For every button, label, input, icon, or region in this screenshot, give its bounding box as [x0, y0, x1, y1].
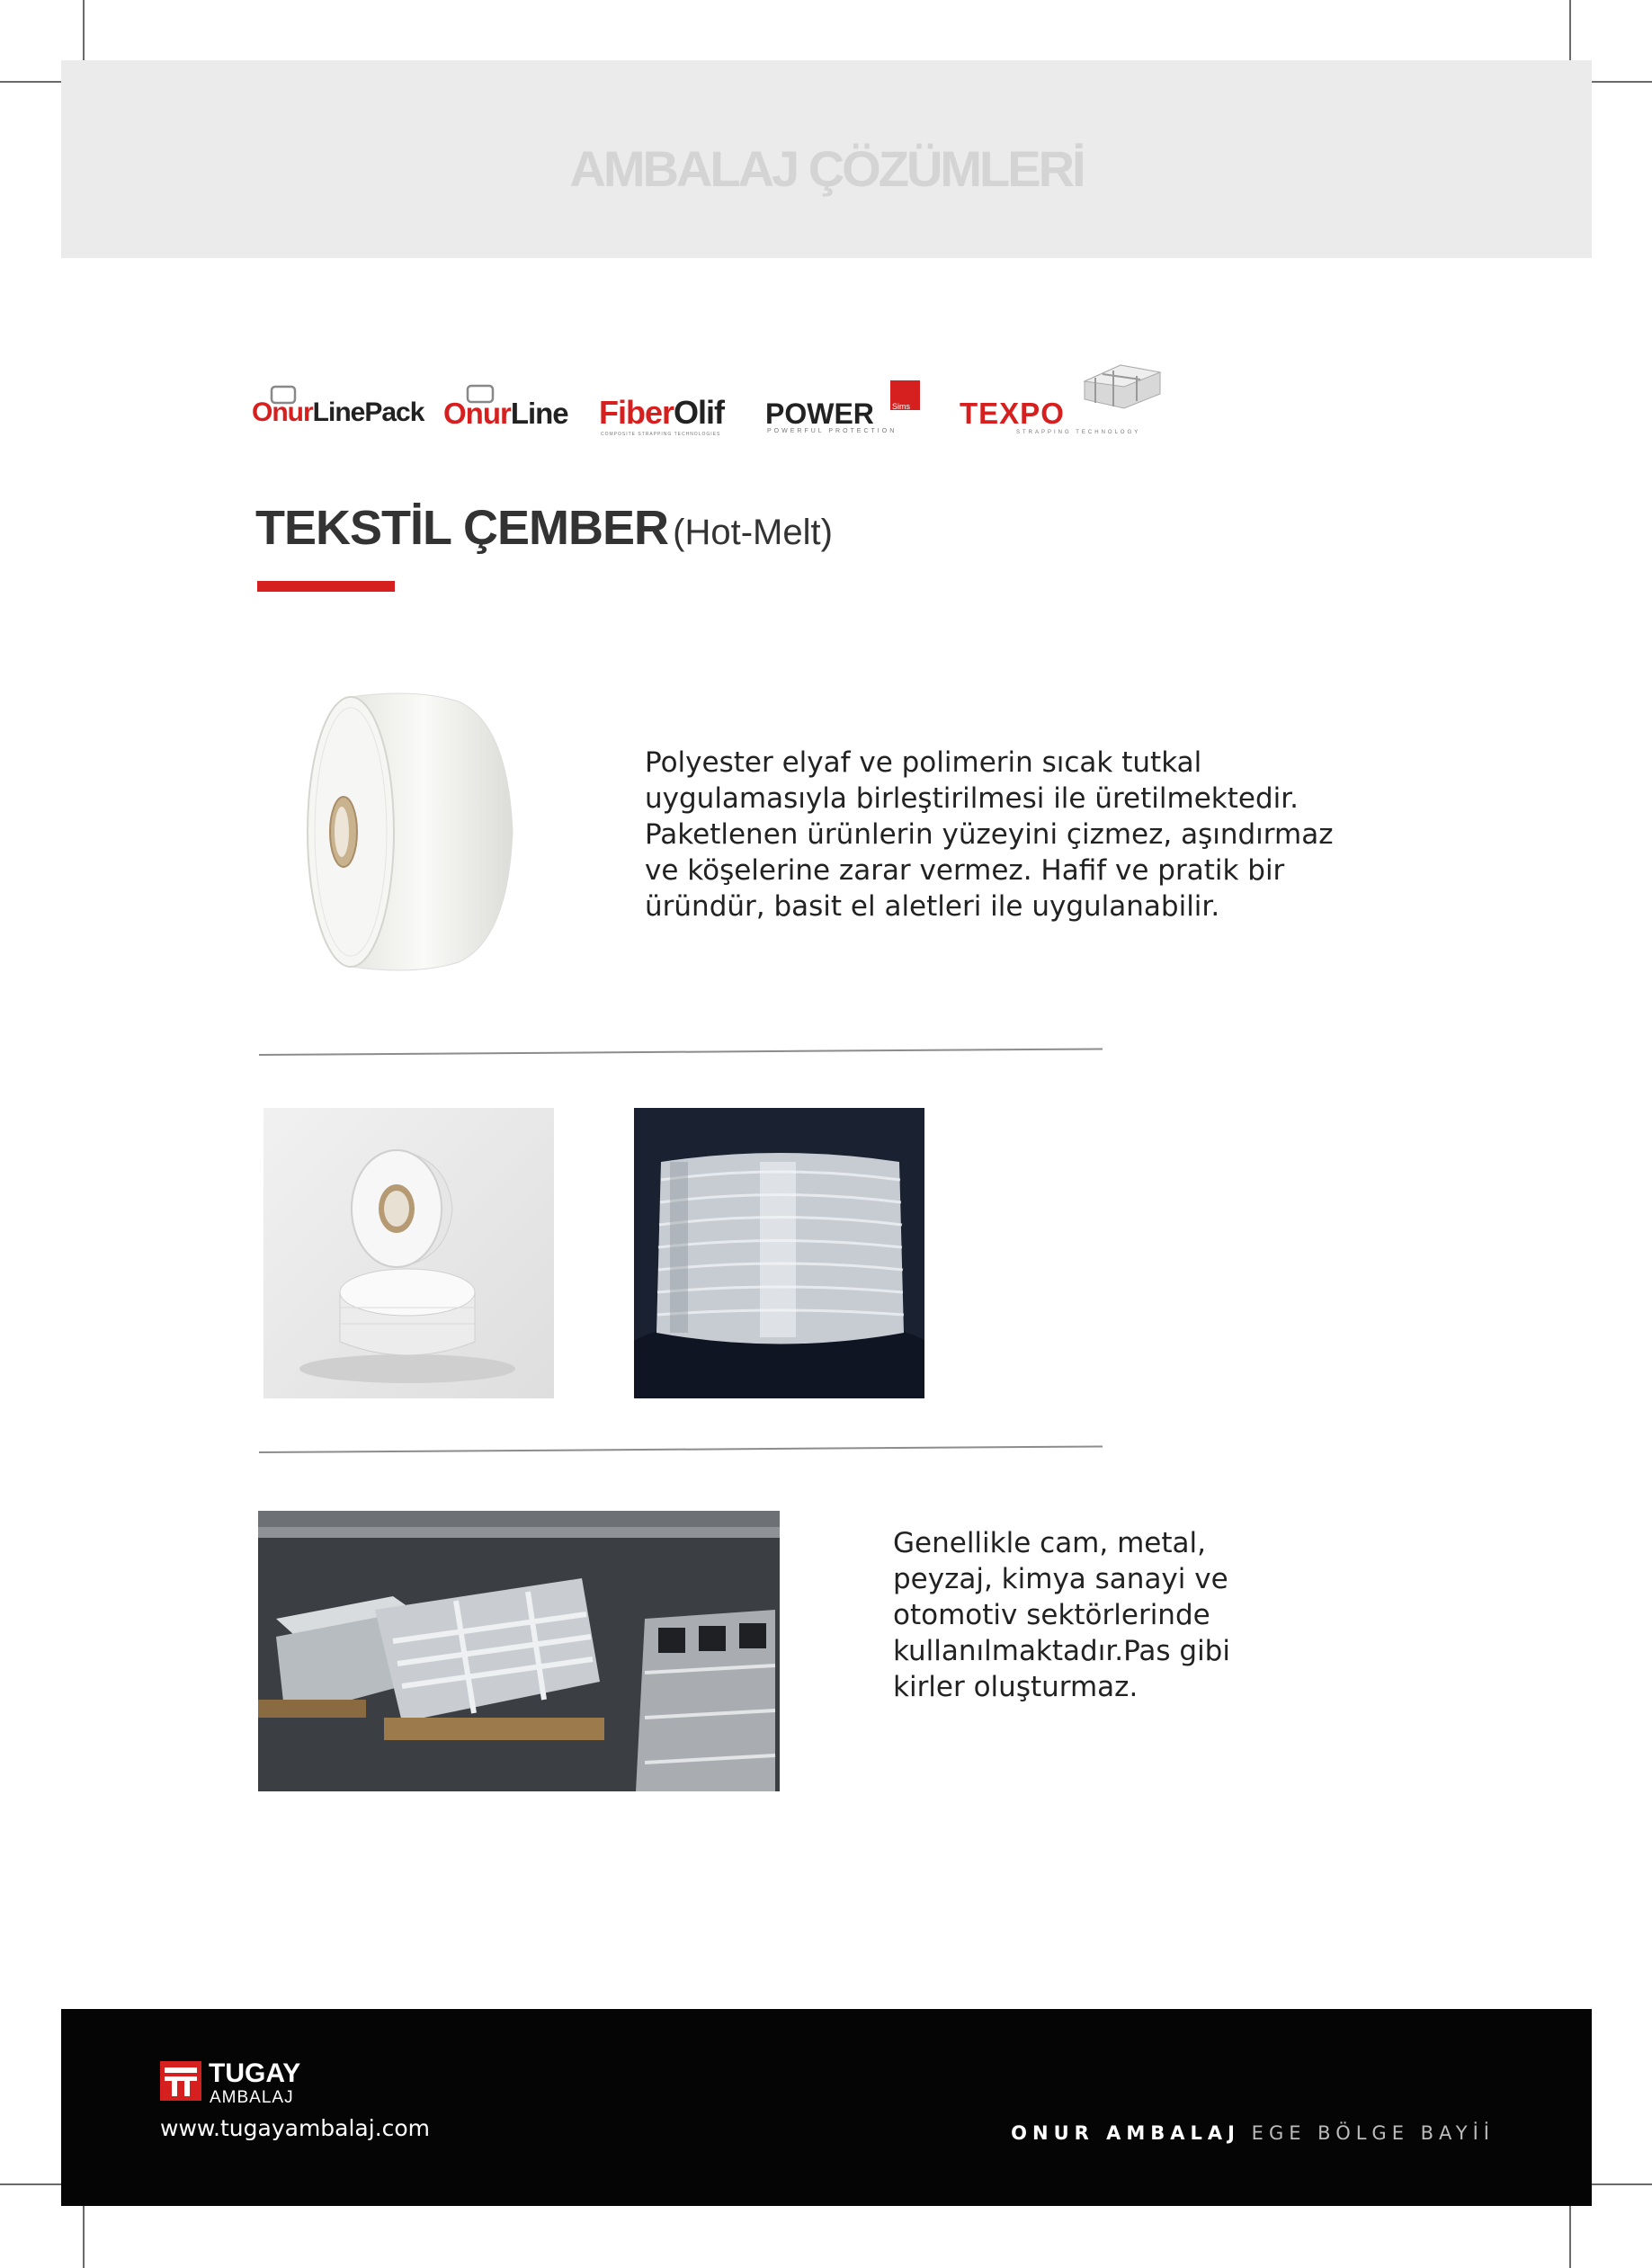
description-line: uygulamasıyla birleştirilmesi ile üretilmektedir. — [645, 782, 1299, 815]
power-badge-text: Sims — [892, 402, 910, 411]
description-line: üründür, basit el aletleri ile uygulanabilir. — [645, 890, 1220, 923]
company-subname: AMBALAJ — [210, 2088, 294, 2107]
tugay-logo-icon — [160, 2061, 201, 2101]
product-usage — [893, 1525, 1230, 1705]
product-title-sub: (Hot-Melt) — [673, 513, 833, 552]
crop-mark — [1585, 81, 1652, 83]
power-tagline: POWERFUL PROTECTION — [767, 428, 897, 434]
usage-line: kullanılmaktadır.Pas gibi — [893, 1635, 1230, 1667]
strapped-metal-photo — [258, 1511, 780, 1791]
description-line: Polyester elyaf ve polimerin sıcak tutkal — [645, 746, 1202, 779]
section-divider — [259, 1445, 1103, 1453]
crop-mark — [1569, 2201, 1571, 2268]
crop-mark — [1569, 0, 1571, 67]
power-logo — [765, 397, 874, 431]
brand-part: Onur — [443, 397, 511, 430]
brand-part: LinePack — [312, 397, 424, 427]
header-band — [61, 60, 1592, 258]
fiberolif-logo — [599, 394, 724, 432]
stacked-rolls-illustration — [263, 1108, 554, 1398]
stacked-rolls-photo — [263, 1108, 554, 1398]
dealer-name: ONUR AMBALAJ — [1011, 2122, 1240, 2144]
crop-mark — [1585, 2183, 1652, 2185]
dealer-region: EGE BÖLGE BAYİİ — [1251, 2122, 1495, 2144]
brand-part: Olif — [674, 394, 725, 431]
texpo-name: TEXPO — [960, 397, 1065, 430]
roll-closeup-photo — [634, 1108, 924, 1398]
strap-roll-image — [288, 688, 522, 976]
company-name: TUGAY — [209, 2058, 301, 2088]
product-title — [255, 500, 833, 556]
usage-line: peyzaj, kimya sanayi ve — [893, 1563, 1228, 1595]
box-icon — [270, 385, 297, 405]
brand-part: Onur — [252, 397, 313, 427]
strapped-metal-illustration — [258, 1511, 780, 1791]
product-description — [645, 745, 1333, 924]
power-name: POWER — [765, 397, 874, 430]
page-header-title: AMBALAJ ÇÖZÜMLERİ — [569, 140, 1084, 197]
bale-icon — [1077, 358, 1167, 412]
brand-part: Line — [510, 397, 568, 430]
onurline-logo — [443, 397, 568, 431]
website-link[interactable]: www.tugayambalaj.com — [160, 2115, 431, 2141]
usage-line: otomotiv sektörlerinde — [893, 1599, 1210, 1631]
section-divider — [259, 1048, 1103, 1056]
texpo-logo — [960, 397, 1065, 431]
texpo-tagline: STRAPPING TECHNOLOGY — [1016, 430, 1141, 435]
title-accent-bar — [257, 581, 395, 592]
crop-mark — [83, 0, 85, 67]
product-title-main: TEKSTİL ÇEMBER — [255, 501, 669, 555]
usage-line: Genellikle cam, metal, — [893, 1527, 1206, 1559]
box-icon — [466, 384, 495, 404]
roll-closeup-illustration — [634, 1108, 924, 1398]
crop-mark — [0, 2183, 67, 2185]
usage-line: kirler oluşturmaz. — [893, 1671, 1139, 1703]
fiberolif-tagline: COMPOSITE STRAPPING TECHNOLOGIES — [601, 432, 721, 437]
brand-part: Fiber — [599, 394, 674, 431]
dealer-info — [1011, 2122, 1495, 2144]
crop-mark — [83, 2201, 85, 2268]
description-line: Paketlenen ürünlerin yüzeyini çizmez, aşındırmaz — [645, 818, 1334, 851]
crop-mark — [0, 81, 67, 83]
footer — [61, 2009, 1592, 2206]
description-line: ve köşelerine zarar vermez. Hafif ve pratik bir — [645, 854, 1285, 887]
